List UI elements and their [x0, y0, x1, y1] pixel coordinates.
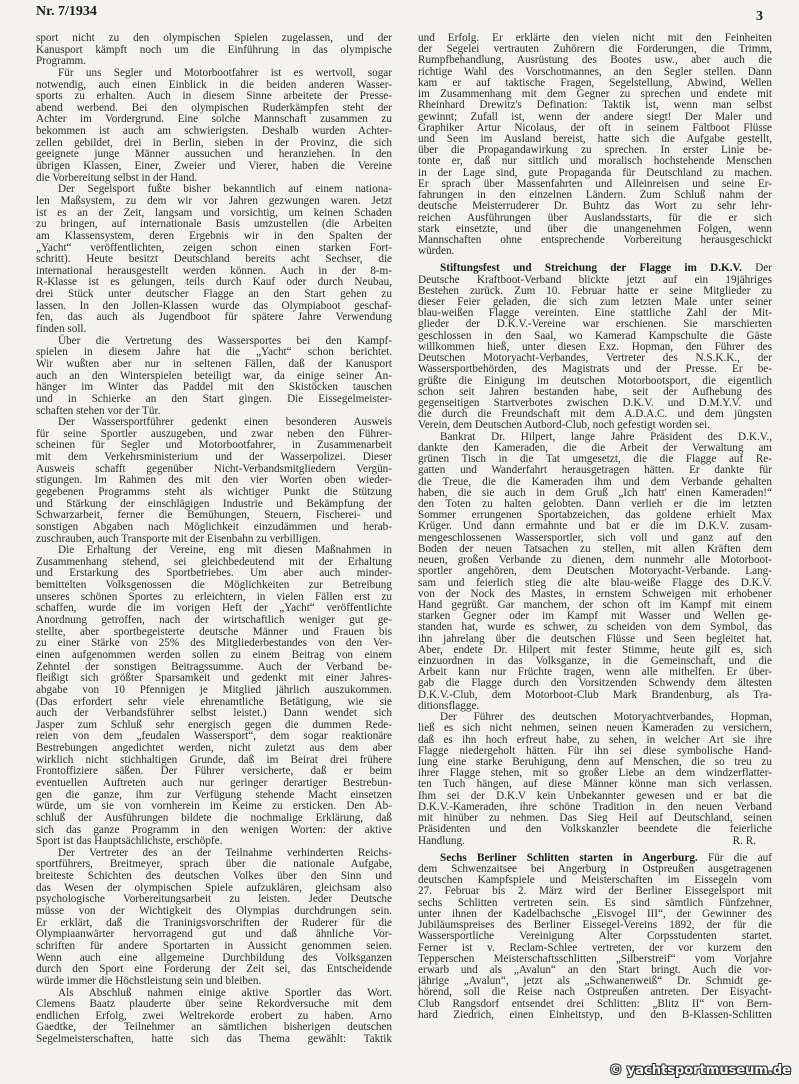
line-text: psychologische Vorbereitungsarbeit zu leisten. Jeder Deutsche — [36, 893, 392, 906]
line-text: das Wesen der olympischen Spiele aufzuklären, gleichsam also — [36, 881, 392, 894]
line-text: Als Abschluß nahmen einige aktive Sportler das Wort. — [58, 986, 392, 999]
line-text: in der Lage sind, gute Propaganda für Deutschland zu machen. — [418, 166, 772, 179]
line-text: Der Vertreter des an der Teilnahme verhinderten Reichs- — [58, 846, 392, 859]
line-text: sportführers, Breitmeyer, sprach über die nationale Aufgabe, — [36, 858, 392, 871]
line-text: ist es an der Zeit, langsam und vorsichtig, um keinen Schaden — [36, 206, 392, 219]
line-text: wirklich nicht stichhaltigen Grunde, daß im Beirat drei frühere — [36, 753, 392, 766]
line-text: Flagge niedergeholt hätten. Für ihn sei diese symbolische Hand- — [418, 744, 772, 757]
line-text: reien von dem „feudalen Wassersport“, dem sogar reaktionäre — [36, 730, 392, 743]
line-text: Ferner ist v. Reclam-Schlee vertreten, der vor kurzem den — [418, 941, 772, 954]
line-text: Jasper zum Schluß sehr energisch gegen die dummen Rede- — [36, 718, 392, 731]
line-text: gen die ganze, ihm zur Verfügung stehende Macht einsetzen — [36, 788, 392, 801]
line-text: finden soll. — [36, 323, 87, 336]
line-text: zu einer Stärke von 25% des Mitgliederbestandes von den Ver- — [36, 637, 392, 650]
line-text: Wassersportliche Vereinigung Alter Corpsstudenten startet. — [418, 930, 772, 943]
line-text: geeignete junge Männer aussuchen und heranziehen. In den — [36, 148, 392, 161]
line-text: neuen, großen Verbande zu dienen, dem nunmehr alle Motorboot- — [418, 554, 772, 567]
line-text: müsse von der Wichtigkeit des Olympias durchdrungen sein. — [36, 905, 392, 918]
text-line — [418, 246, 772, 257]
text-line — [418, 1010, 772, 1021]
paragraph — [36, 184, 392, 335]
line-text: unter ihnen der Kadelbachsche „Eisvogel III“, der Gewinner des — [418, 907, 772, 920]
page-number: 3 — [756, 9, 763, 24]
line-text: Tepperschen Meisterschaftsschlitten „Silberstreif“ vom Vorjahre — [418, 952, 772, 965]
line-text: deutsche Meisterruderer Dr. Buhtz das Wort zu sehr lehr- — [418, 200, 772, 213]
paragraph — [36, 33, 392, 68]
line-text: blau-weißen Flagge vereinten. Eine stattliche Zahl der Mit- — [418, 307, 772, 320]
line-text: gewinnt; Zufall ist, wenn der andere siegt! Der Maler und — [418, 110, 772, 123]
line-text: Bestrebungen angedichtet werden, nicht zuletzt aus dem aber — [36, 742, 392, 755]
line-text: Ihm sei der D.K.V kein Unbekannter gewesen und er bat die — [418, 789, 772, 802]
line-text: Segelmeisterschaften, hatte sich das Thema gewählt: Taktik — [36, 1033, 392, 1046]
line-text: am Klassensystem, deren Ergebnis wir in den Spalten der — [36, 229, 392, 242]
line-text: reichen Ausführungen über Auslandsstarts, für die er sich — [418, 211, 772, 224]
line-text: Clemens Baatz plauderte über seine Rekordversuche mit dem — [36, 998, 392, 1011]
line-text: jährige „Avalun“, jetzt als „Schwanenweiß“ Dr. Schmidt ge- — [418, 975, 772, 988]
paragraph — [36, 336, 392, 417]
paragraph — [418, 712, 772, 847]
line-text: ditionsflagge. — [418, 699, 480, 712]
line-text: sonstigen Abgaben nach Möglichkeit einzudämmen und herab- — [36, 520, 392, 533]
line-text: fleißigt sich größter Sparsamkeit und gedenkt mit einer Jahres- — [36, 672, 392, 685]
line-text: Die Erhaltung der Vereine, eng mit diesen Maßnahmen in — [58, 544, 392, 557]
line-text: und Seen im Ausland bereist, hatte sich die Aufgabe gestellt, — [418, 132, 772, 145]
line-text: Anordnung getroffen, nach der wirtschaftlich weniger gut ge- — [36, 614, 392, 627]
line-text: Deutschen Motoryacht-Verbandes, Vertreter des N.S.K.K., der — [418, 352, 772, 365]
line-text: Der Wassersportführer gedenkt einen besonderen Ausweis — [58, 416, 392, 429]
line-text: die durch die Freundschaft mit dem A.D.A.C. und dem jüngsten — [418, 408, 772, 421]
line-text: Rheinhard Drewitz's Defination: Taktik ist, wenn man selbst — [418, 99, 772, 112]
line-text: Er sprach über Massenfahrten und Alleinreisen und seine Er- — [418, 177, 772, 190]
text-line — [36, 312, 392, 324]
paragraph — [36, 988, 392, 1046]
line-text: notwendig, auch einen Einblick in die beiden anderen Wasser- — [36, 78, 392, 91]
line-text: Jubiläumspreises des Berliner Eissegel-Vereins 1892, der für die — [418, 919, 772, 932]
line-text: von der Nock des Mastes, in ernstem Schweigen mit erhobener — [418, 587, 772, 600]
line-text: deutschen Kampfspiele und Meisterschaften im Eissegeln vom — [418, 874, 772, 887]
article-section — [418, 853, 772, 1021]
line-text: fen, das auch als Jugendboot für spätere Jahre Verwendung — [36, 311, 392, 324]
line-text: Olympiaanwärter hervorragend gut und daß ähnliche Vor- — [36, 928, 392, 941]
line-text: und Erfolg. Er erklärte den vielen nicht mit den Feinheiten — [418, 32, 772, 44]
line-text: D.K.V.-Club, dem Motorboot-Club Mark Brandenburg, als Tra- — [418, 688, 772, 701]
text-line — [418, 824, 772, 835]
copyright-watermark: © yachtsportmuseum.de — [609, 1063, 791, 1078]
line-text: ihrer Flagge stehen, mit so großer Liebe an dem windzerflatter- — [418, 767, 772, 780]
line-text: erwarb und als „Avalun“ an den Start bringt. Auch die vor- — [418, 963, 772, 976]
paragraph — [418, 33, 772, 257]
line-text: scheinen für Segler und Motorbootfahrer, in Zusammenarbeit — [36, 439, 392, 452]
line-text: sich das ganze Programm in den wenigen Worten: der aktive — [36, 823, 392, 836]
line-text: Der Segelsport fußte bisher bekanntlich auf einem nationa- — [58, 183, 392, 196]
line-text: sportler angehören, dem Deutschen Motoryacht-Verbande. Lang- — [418, 565, 772, 578]
line-text: mengeschlossenen Wassersportler, sich voll und ganz auf den — [418, 531, 772, 544]
line-text: dem Schwenzaitsee bei Angerburg in Ostpreußen ausgetragenen — [418, 862, 772, 875]
line-text: Rumpfbehandlung, Ausrüstung des Bootes usw., aber auch die — [418, 54, 772, 67]
line-text: Verein, dem Deutschen Autbord-Club, noch gefestigt worden sei. — [418, 419, 711, 432]
line-text: Zusammenhang stehend, sei gleichbedeutend mit der Erhaltung — [36, 555, 392, 568]
article-section — [418, 263, 772, 431]
line-text: Wir wußten aber nur in seltenen Fällen, daß der Kanusport — [36, 357, 392, 370]
line-text: hörend, soll die Reise nach Ostpreußen antreten. Der Eisyacht- — [418, 986, 772, 999]
line-text: zellen gebildet, drei in Berlin, sieben in der Provinz, die sich — [36, 136, 392, 149]
line-text: bekommen ist auch am schwierigsten. Deshalb wurden Achter- — [36, 125, 392, 138]
line-text: daß es ihn hoch erfreut habe, zu sehen, in welcher Art sie ihre — [418, 733, 772, 746]
line-text: len Maßsystem, zu dem wir vor Jahren gezwungen waren. Jetzt — [36, 194, 392, 207]
line-text: schaffen, wurde die im vorigen Heft der „Yacht“ veröffentlichte — [36, 602, 392, 615]
line-text: grüßte die Einigung im deutschen Motorbootsport, die eigentlich — [418, 374, 772, 387]
line-text: ihn jahrelang über die deutschen Flüsse und Seen begleitet hat. — [418, 632, 772, 645]
line-text: der Segelei vertrauten Zuhörern die Forderungen, die Trimm, — [418, 43, 772, 56]
line-text: hänger im Winter das Paddel mit den Skistöcken tauschen — [36, 381, 392, 394]
line-text: schon seit Jahren bestanden habe, seit der Aufhebung des — [418, 385, 772, 398]
line-text: spielen in diesem Jahre hat die „Yacht“ schon berichtet. — [36, 346, 392, 359]
line-text: gegebenen Programms steht als wichtiger Punkt die Stützung — [36, 485, 392, 498]
line-text: Handlung. — [418, 834, 465, 847]
line-text: ließ es sich nicht nehmen, seinen neuen Kameraden zu versichern, — [418, 722, 772, 735]
paragraph — [36, 68, 392, 184]
line-text: stark einsetzte, und über die unangenehmen Folgen, wenn — [418, 222, 772, 235]
line-text: Bestehen zurück. Zum 10. Februar hatte er seine Mitglieder zu — [418, 284, 772, 297]
line-text: haben, die sie auch in dem Gruß „Ich hatt' einen Kameraden!“ — [418, 486, 772, 499]
author-initials: R. R. — [732, 834, 756, 847]
line-text: Ausweis schafft gegenüber Nicht-Verbandsmitgliedern Vergün- — [36, 462, 392, 475]
line-text: lassen. In den Jollen-Klassen wurde das Olympiaboot geschaf- — [36, 299, 392, 312]
left-column — [36, 33, 392, 1046]
line-text: Boden der neuen Tatsachen zu stellen, mit allen Kräften dem — [418, 542, 772, 555]
line-text: fahrungen in den einzelnen Ländern. Zum Schluß nahm der — [418, 189, 772, 202]
line-text: Der — [741, 262, 772, 275]
line-text: Krüger. Und dann ermahnte und bat er die im D.K.V. zusam- — [418, 520, 772, 533]
line-text: geschlossen in den Saal, wo Kamerad Kampschulte die Gäste — [418, 329, 772, 342]
line-text: stellte, aber sportbegeisterte deutsche Männer und Frauen bis — [36, 625, 392, 638]
line-text: Er erklärt, daß die Traninigsvorschriften der Ruderer für die — [36, 916, 392, 929]
line-text: endlichen Erfolg, zwei Weltrekorde erobert zu haben. Arno — [36, 1009, 392, 1022]
line-text: abend werbend. Bei den olympischen Ruderkämpfen steht der — [36, 101, 392, 114]
line-text: durch den Sport eine Forderung der Zeit sei, das Entscheidende — [36, 963, 392, 976]
line-text: willkommen hieß, unter diesen Exz. Hopman, den Führer des — [418, 340, 772, 353]
line-text: ten Tuch hängen, auf diese Männer könne man sich verlassen. — [418, 778, 772, 791]
line-text: Achter im Vordergrund. Eine solche Mannschaft zusammen zu — [36, 113, 392, 126]
line-text: Schwarzarbeit, ferner die Bemühungen, Steuern, Fischerei- und — [36, 509, 392, 522]
line-text: dieser Feier geladen, die sich zum letzten Male unter seiner — [418, 296, 772, 309]
line-text: die Treue, die die Kameraden ihm und dem Verbande gehalten — [418, 475, 772, 488]
line-text: Graphiker Artur Nicolaus, der oft in seinem Faltboot Flüsse — [418, 121, 772, 134]
line-text: Zehntel der sonstigen Beitragssumme. Auch der Verband be- — [36, 660, 392, 673]
line-text: abgabe von 10 Pfennigen je Mitglied jährlich auszukommen. — [36, 683, 392, 696]
line-text: einen aufgenommen werden sollen zu einem Beitrag von einem — [36, 648, 392, 661]
line-text: Kanusport kämpft noch um die Einführung in das olympische — [36, 43, 392, 56]
line-text: stigungen. Im Rahmen des mit den vier Worten oben wieder- — [36, 474, 392, 487]
line-text: Über die Vertretung des Wassersportes bei den Kampf- — [58, 334, 392, 347]
line-text: einzuordnen in das Volksganze, in die Gemeinschaft, und die — [418, 655, 772, 668]
line-text: 27. Februar bis 2. März wird der Berliner Eissegelsport mit — [418, 885, 772, 898]
line-text: dankte den Kameraden, die die Arbeit der Verwaltung am — [418, 441, 772, 454]
section-heading: Sechs Berliner Schlitten starten in Angerburg. — [440, 851, 698, 864]
line-text: sport nicht zu den olympischen Spielen zugelassen, und der — [36, 32, 392, 44]
line-text: Hand gegrüßt. Gar manchem, der schon oft im Kampf mit einem — [418, 598, 772, 611]
line-text: gab die Flagge durch den Vorsitzenden Schwendy dem ältesten — [418, 677, 772, 690]
line-text: schriften für andere Sportarten in Aussicht genommen seien. — [36, 939, 392, 952]
line-text: sports zu erhalten. Auch in diesem Sinne arbeitete der Presse- — [36, 90, 392, 103]
line-text: (Das erfordert sehr viele ehrenamtliche Betätigung, wie sie — [36, 695, 392, 708]
line-text: und Erstarkung des Sportbetriebes. Um aber auch minder- — [36, 567, 392, 580]
line-text: Programm. — [36, 55, 87, 68]
issue-number: Nr. 7/1934 — [36, 4, 97, 19]
line-text: international herausgestellt werden können. Auch in der 8-m- — [36, 264, 392, 277]
line-text: Mannschaften ohne entsprechende Vorbereitung herausgeschickt — [418, 233, 772, 246]
line-text: lung eine starke Beruhigung, denn auf Menschen, die so treu zu — [418, 756, 772, 768]
text-line — [418, 235, 772, 246]
line-text: hard Ziedrich, einen Einheitstyp, und den B-Klassen-Schlitten — [418, 1008, 772, 1021]
line-text: den Toten zu halten gelobten. Dann verlieh er die im letzten — [418, 497, 772, 510]
line-text: mit dem Verkehrsministerium und der Wasserpolizei. Dieser — [36, 451, 392, 464]
line-text: unseres schönen Sportes zu erleichtern, in vielen Fällen erst zu — [36, 590, 392, 603]
line-text: zu bringen, auf internationale Basis umzustellen (die Arbeiten — [36, 218, 392, 231]
line-text: drei Stück unter deutscher Flagge an den Start gehen zu — [36, 288, 392, 301]
line-text: und in Schierke an den Start gingen. Die Eissegelmeister- — [36, 392, 392, 405]
line-text: Sommer errungenen Sportabzeichen, das goldene erhielt Max — [418, 509, 772, 522]
paragraph — [36, 417, 392, 545]
line-text: Sport ist das Hauptsächlichste, erschöpfe. — [36, 835, 223, 848]
text-line — [36, 45, 392, 57]
line-text: auch der Verbandsführer selbst leistet.) Dann wendet sich — [36, 707, 392, 720]
line-text: breiteste Schichten des deutschen Volkes über den Sinn und — [36, 870, 392, 883]
text-line — [36, 1034, 392, 1046]
line-text: würden. — [418, 245, 455, 258]
line-text: R-Klasse ist es gelungen, teils durch Kauf oder durch Neubau, — [36, 276, 392, 289]
line-text: im Zusammenhang mit dem Gegner zu sprechen und endete mit — [418, 88, 772, 101]
line-text: D.K.V.-Kameraden, ihre schöne Tradition in den neuen Verband — [418, 800, 772, 813]
section-heading: Stiftungsfest und Streichung der Flagge im D.K.V. — [440, 262, 742, 275]
text-line — [418, 836, 772, 847]
line-text: bemittelten Volksgenossen die Möglichkeiten zur Betreibung — [36, 579, 392, 592]
line-text: Präsidenten und den Volkskanzler beendete die feierliche — [418, 823, 772, 836]
line-text: „Yacht“ veröffentlichten, zeigen schon einen starken Fort- — [36, 241, 392, 254]
line-text: gegenseitigen Startverbotes zwischen D.K.V. und D.M.Y.V. und — [418, 397, 772, 409]
line-text: würde, um sie von vornherein im Keime zu ersticken. Den Ab- — [36, 800, 392, 813]
line-text: Aber, endete Dr. Hilpert mit fester Stimme, heute gilt es, sich — [418, 643, 772, 656]
line-text: übrigen Klassen, Einer, Zweier und Vierer, haben die Vereine — [36, 160, 392, 173]
line-text: mit hinüber zu nehmen. Das Sieg Heil auf Deutschland, seinen — [418, 812, 772, 825]
line-text: auch an den Winterspielen beteiligt war, da einige seiner An- — [36, 369, 392, 382]
line-text: Wassersportbehörden, des Magistrats und der Presse. Er be- — [418, 363, 772, 376]
paragraph — [36, 848, 392, 988]
line-text: die Vorbereitung selbst in der Hand. — [36, 171, 198, 184]
line-text: standen hat, wurde es schwer, zu scheiden von dem Symbol, das — [418, 621, 772, 634]
line-text: würde immer die Höchstleistung sein und bleiben. — [36, 974, 262, 987]
line-text: schaften stehen vor der Tür. — [36, 404, 161, 417]
line-text: Club Rangsdorf entsendet drei Schlitten: „Blitz II“ von Bern- — [418, 997, 772, 1010]
right-column — [418, 33, 772, 1021]
line-text: richtige Wahl des Vorschotmannes, an den Segler stellen. Dann — [418, 65, 772, 78]
line-text: starken Gegner oder im Kampf mit Wasser und Wellen ge- — [418, 610, 772, 623]
line-text: Frontoffiziere säßen. Der Führer versicherte, daß er beim — [36, 765, 392, 778]
paragraph — [418, 432, 772, 712]
line-text: sam und feierlich stieg die alte blau-weiße Flagge des D.K.V. — [418, 576, 772, 589]
line-text: eventuellen Auftreten auch nur geringer derartiger Bestrebun- — [36, 777, 392, 789]
line-text: Gaedtke, der Teilnehmer an sämtlichen bisherigen deutschen — [36, 1021, 392, 1034]
line-text: Arbeit kann nur Früchte tragen, wenn alle mithelfen. Er über- — [418, 666, 772, 679]
line-text: glieder der D.K.V.-Vereine war erschienen. Sie marschierten — [418, 318, 772, 331]
line-text: Für uns Segler und Motorbootfahrer ist es wertvoll, sogar — [58, 66, 392, 79]
line-text: grünen Tisch in die Tat umgesetzt, die die Flagge auf Re- — [418, 453, 772, 466]
line-text: Der Führer des deutschen Motoryachtverbandes, Hopman, — [440, 711, 772, 724]
line-text: Deutsche Kraftboot-Verband blickte jetzt auf ein 19jähriges — [418, 273, 772, 286]
line-text: zuschrauben, auch Transporte mit der Eisenbahn zu verbilligen. — [36, 532, 321, 545]
line-text: schluß der Ausführungen bildete die nochmalige Erklärung, daß — [36, 811, 392, 824]
line-text: sechs Schlitten vertreten sein. Es sind sämtlich Fünfzehner, — [418, 896, 772, 909]
line-text: Wenn auch eine allgemeine Durchbildung des Volksganzen — [36, 951, 392, 964]
line-text: Für die auf — [697, 851, 772, 864]
line-text: gatten und Wanderfahrt herausgetragen hätten. Er dankte für — [418, 464, 772, 477]
paragraph — [36, 545, 392, 848]
line-text: Bankrat Dr. Hilpert, lange Jahre Präsident des D.K.V., — [440, 430, 772, 443]
line-text: für seine Sportler auszugeben, und zwar neben den Führer- — [36, 427, 392, 440]
line-text: tonte er, daß nur sittlich und moralisch hochstehende Menschen — [418, 155, 772, 168]
line-text: kam er auf taktische Fragen, Segelstellung, Abwind, Wellen — [418, 76, 772, 89]
line-text: über die Propagandawirkung zu sprechen. In erster Linie be- — [418, 144, 772, 157]
line-text: und Stärkung der einschlägigen Industrie und Bekämpfung der — [36, 497, 392, 510]
line-text: schritt). Heute besitzt Deutschland bereits acht Sechser, die — [36, 253, 392, 266]
